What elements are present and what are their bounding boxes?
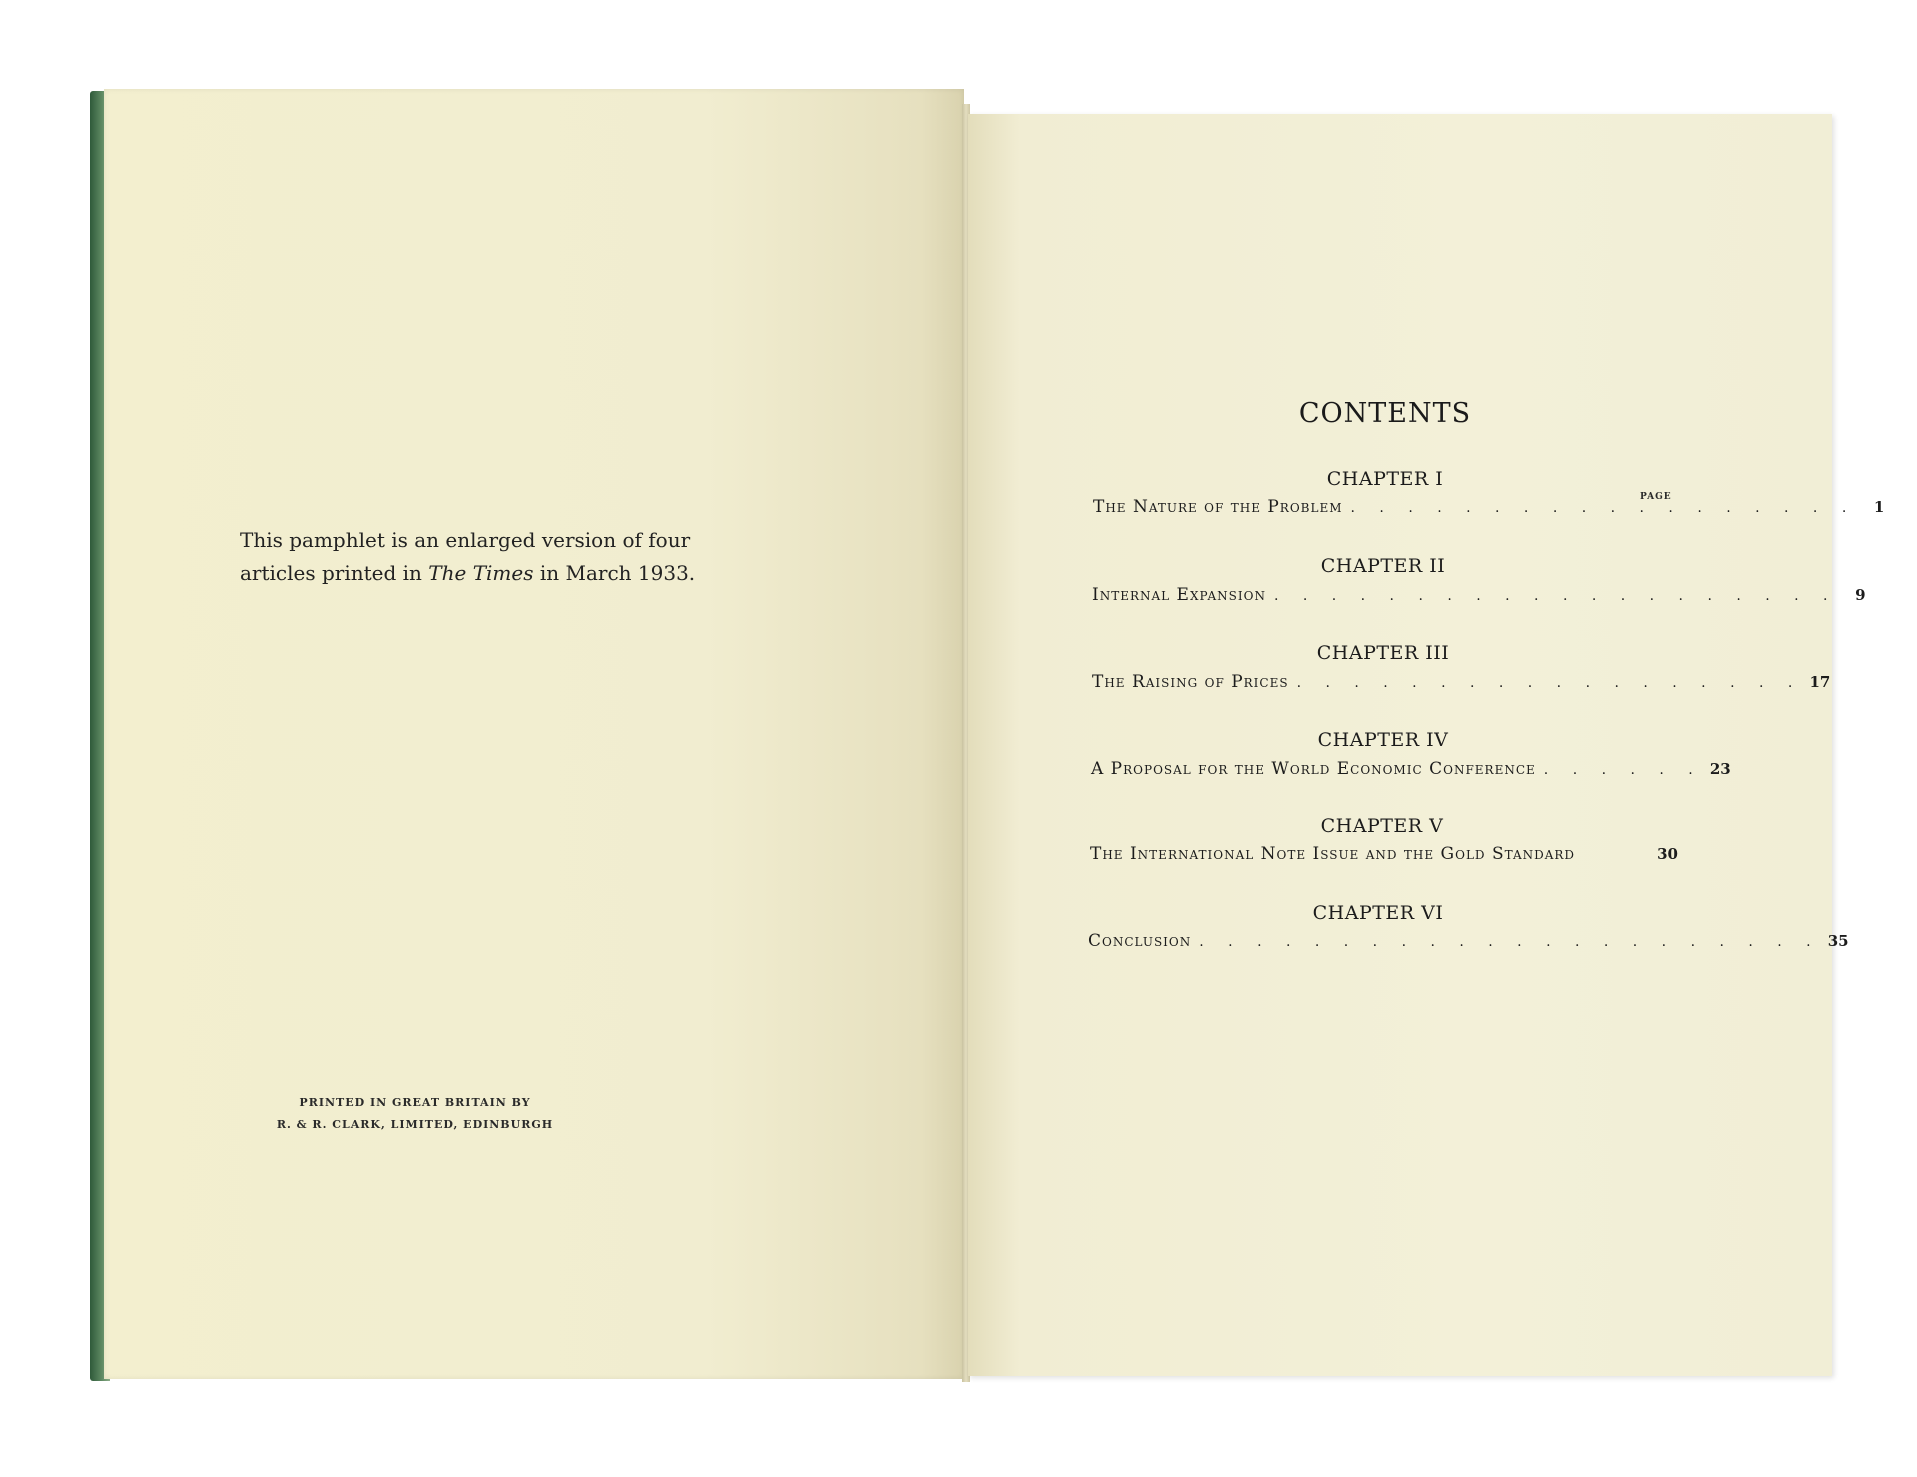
chapter-2-title: Internal Expansion (1092, 585, 1266, 605)
chapter-4-heading: CHAPTER IV (1317, 729, 1449, 751)
chapter-5-page: 30 (1657, 845, 1678, 863)
imprint-line-1: PRINTED IN GREAT BRITAIN BY (299, 1096, 531, 1109)
chapter-2-entry (1092, 585, 1866, 609)
chapter-6-leader-dots: . . . . . . . . . . . . . . . . . . . . . . (1199, 934, 1821, 950)
chapter-6-page: 35 (1827, 932, 1849, 950)
chapter-3-title: The Raising of Prices (1092, 672, 1289, 692)
chapter-4-title: A Proposal for the World Economic Conference (1091, 759, 1536, 779)
chapter-1-page: 1 (1873, 498, 1885, 516)
imprint-line-2: R. & R. CLARK, LIMITED, EDINBURGH (276, 1118, 554, 1131)
chapter-1-heading: CHAPTER I (1326, 468, 1444, 490)
printer-imprint (240, 1092, 590, 1136)
chapter-1-leader-dots: . . . . . . . . . . . . . . . . . . (1350, 500, 1857, 516)
chapter-5-title: The International Note Issue and the Gold Standard (1090, 844, 1576, 864)
chapter-6-title: Conclusion (1088, 931, 1192, 951)
chapter-3-entry (1092, 672, 1831, 696)
chapter-2-page: 9 (1855, 586, 1866, 604)
chapter-4-leader-dots: . . . . . . (1543, 762, 1703, 778)
chapter-6-entry (1088, 931, 1849, 955)
chapter-3-page: 17 (1809, 673, 1831, 691)
chapter-5-heading: CHAPTER V (1320, 815, 1444, 837)
chapter-4-page: 23 (1709, 760, 1731, 778)
chapter-5-entry (1090, 844, 1678, 868)
chapter-1-entry (1093, 497, 1885, 521)
intro-line-2 (240, 557, 760, 590)
chapter-1-title: The Nature of the Problem (1093, 497, 1343, 517)
intro-line-1: This pamphlet is an enlarged version of four (240, 528, 691, 552)
chapter-6-heading: CHAPTER VI (1312, 902, 1444, 924)
chapter-3-leader-dots: . . . . . . . . . . . . . . . . . . (1296, 675, 1803, 691)
chapter-2-heading: CHAPTER II (1320, 555, 1446, 577)
chapter-3-heading: CHAPTER III (1316, 642, 1450, 664)
intro-line-2-post: in March 1933. (533, 561, 696, 585)
intro-line-2-pre: articles printed in (240, 561, 429, 585)
open-book (90, 89, 1832, 1389)
contents-title: CONTENTS (1298, 398, 1472, 429)
chapter-4-entry (1091, 759, 1731, 783)
page-column-label: PAGE (1640, 492, 1672, 502)
newspaper-name: The Times (428, 561, 534, 585)
chapter-2-leader-dots: . . . . . . . . . . . . . . . . . . . . (1273, 588, 1838, 604)
intro-paragraph (240, 524, 760, 590)
left-page (104, 89, 964, 1379)
